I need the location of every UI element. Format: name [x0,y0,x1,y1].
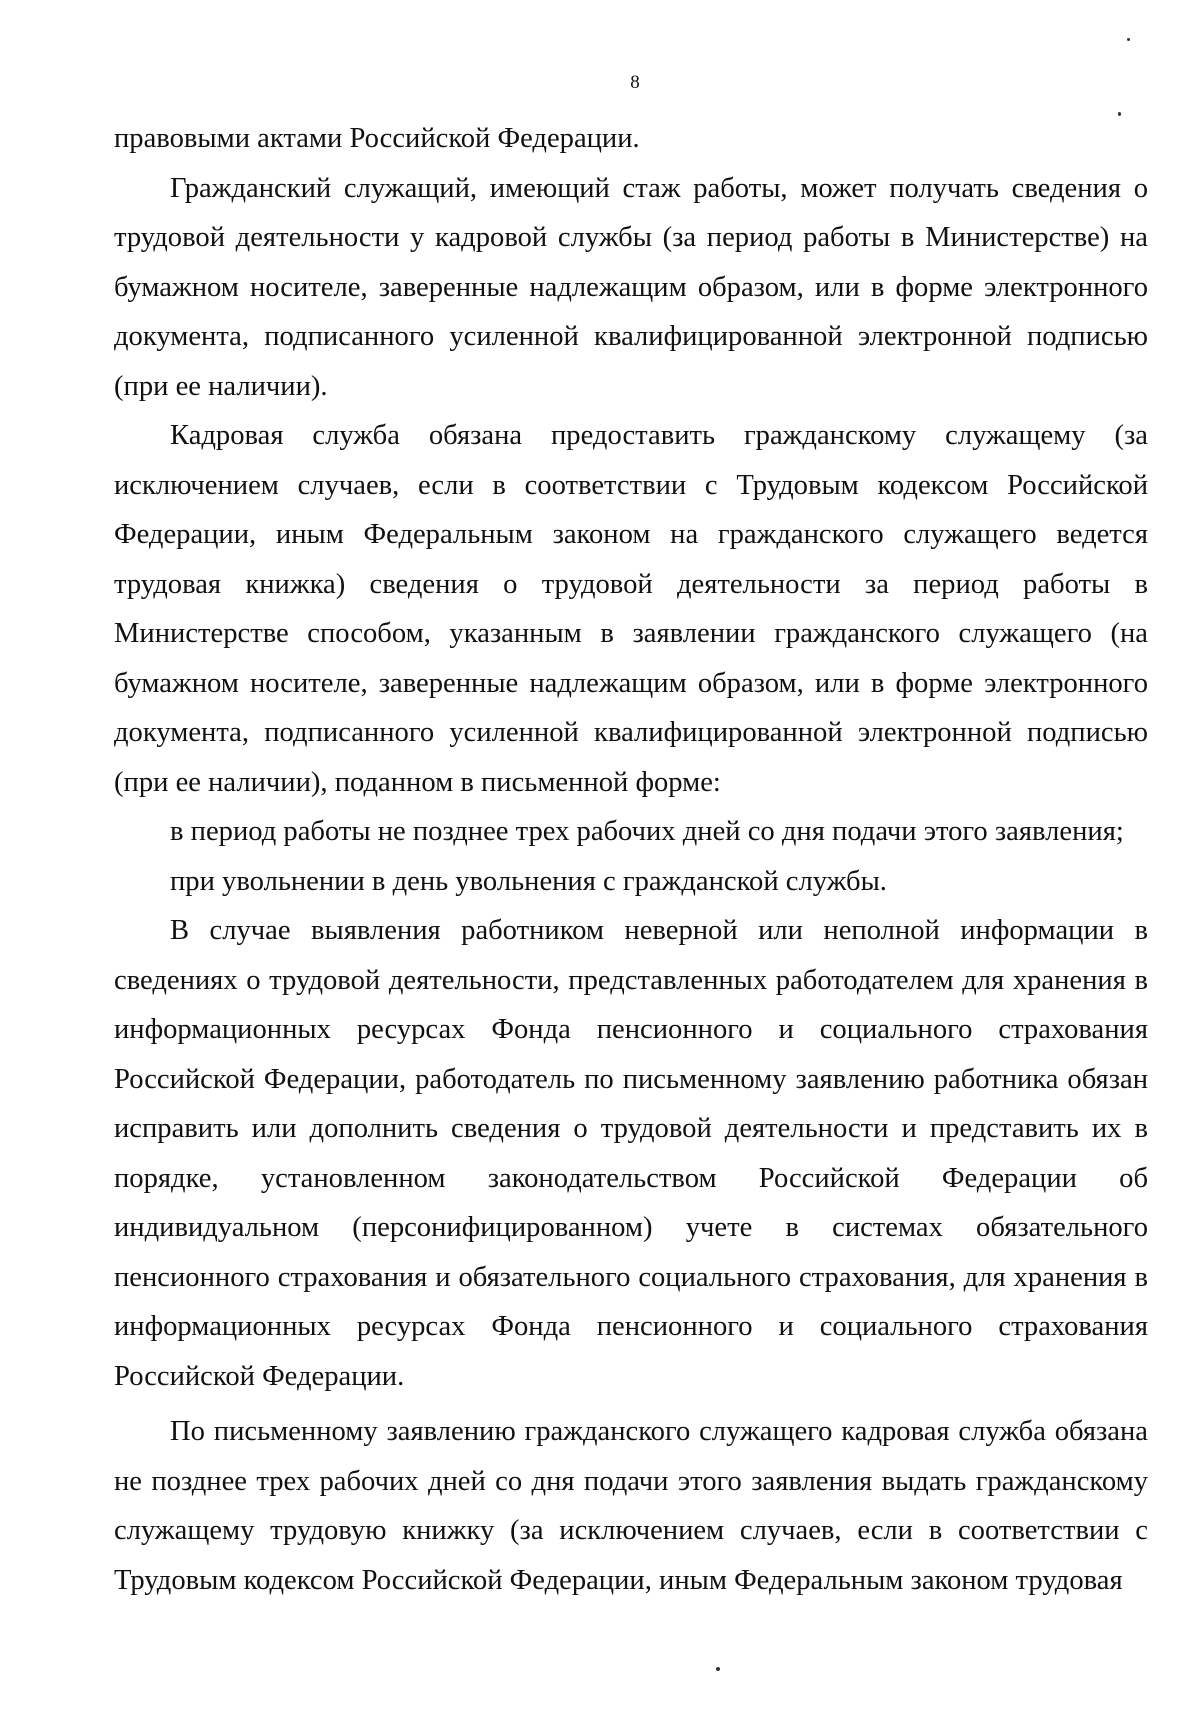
document-body [114,114,1148,1605]
paragraph-work-history-info: Гражданский служащий, имеющий стаж работы, может получать сведения о трудовой деятельности у кадровой службы (за период работы в Министерстве) на бумажном носителе, заверенные надлежащим образом, или в форме электронного документа, подписанного усиленной квалифицированной электронной подписью (при ее наличии). [114,172,1148,402]
scan-speck [716,1667,720,1671]
paragraph-deadline-during-work: в период работы не позднее трех рабочих дней со дня подачи этого заявления; [170,816,1124,847]
paragraph-correction-of-info: В случае выявления работником неверной или неполной информации в сведениях о трудовой деятельности, представленных работодателем для хранения в информационных ресурсах Фонда пенсионного и социального страхования Российской Федерации, работодатель по письменному заявлению работника обязан исправить или дополнить сведения о трудовой деятельности и представить их в порядке, установленном законодательством Российской Федерации об индивидуальном (персонифицированном) учете в системах обязательного пенсионного страхования и обязательного социального страхования, для хранения в информационных ресурсах Фонда пенсионного и социального страхования Российской Федерации. [114,915,1148,1392]
scan-speck [1127,38,1130,41]
paragraph-deadline-on-dismissal: при увольнении в день увольнения с гражданской службы. [170,865,887,897]
paragraph-work-book-issue: По письменному заявлению гражданского служащего кадровая служба обязана не позднее трех рабочих дней со дня подачи этого заявления выдать гражданскому служащему трудовую книжку (за исключением случаев, если в соответствии с Трудовым кодексом Российской Федерации, иным Федеральным законом трудовая [114,1416,1148,1596]
paragraph-continuation: правовыми актами Российской Федерации. [114,123,640,154]
paragraph-hr-obligation: Кадровая служба обязана предоставить гражданскому служащему (за исключением случаев, если в соответствии с Трудовым кодексом Российской Федерации, иным Федеральным законом на гражданского служащего ведется трудовая книжка) сведения о трудовой деятельности за период работы в Министерстве способом, указанным в заявлении гражданского служащего (на бумажном носителе, заверенные надлежащим образом, или в форме электронного документа, подписанного усиленной квалифицированной электронной подписью (при ее наличии), поданном в письменной форме: [114,420,1148,798]
scan-speck [1118,112,1121,116]
page-number: 8 [630,72,640,93]
